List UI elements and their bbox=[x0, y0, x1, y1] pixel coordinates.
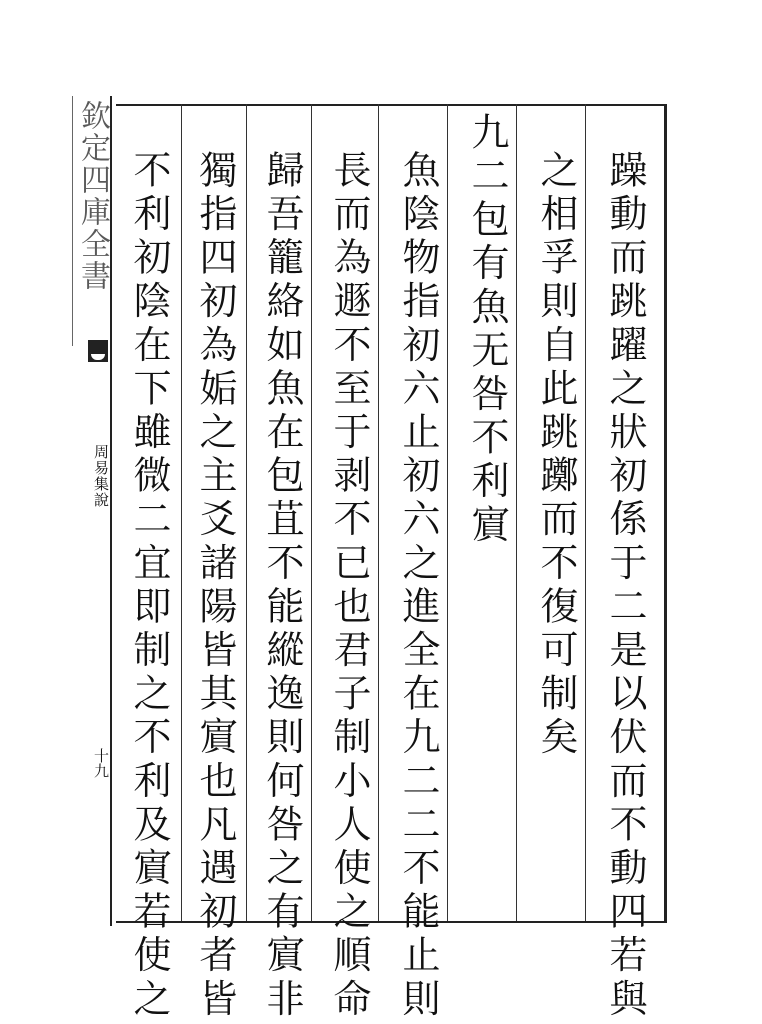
text-column-7: 獨指四初為姤之主爻諸陽皆其賔也凡遇初者皆 bbox=[193, 150, 237, 1022]
fish-tail-mark bbox=[88, 340, 108, 362]
text-column-6: 歸吾籠絡如魚在包苴不能縱逸則何咎之有賔非 bbox=[260, 150, 304, 1022]
margin-inner-rule bbox=[72, 96, 73, 346]
text-column-3: 九二包有魚无咎不利賔 bbox=[465, 112, 509, 548]
column-rule bbox=[516, 104, 517, 921]
text-column-4: 魚陰物指初六止初六之進全在九二二不能止則 bbox=[396, 150, 440, 1022]
text-column-8: 不利初陰在下雖微二宜即制之不利及賔若使之 bbox=[127, 150, 171, 1022]
column-rule bbox=[246, 104, 247, 921]
text-column-2: 之相孚則自此跳躑而不復可制矣 bbox=[534, 150, 578, 761]
column-rule bbox=[181, 104, 182, 921]
margin-rule bbox=[110, 96, 112, 926]
column-rule bbox=[585, 104, 586, 921]
text-column-1: 躁動而跳躍之狀初係于二是以伏而不動四若與 bbox=[603, 150, 647, 1022]
book-title: 周易集說 bbox=[92, 444, 110, 508]
page-number: 十九 bbox=[92, 748, 110, 778]
column-rule bbox=[447, 104, 448, 921]
column-rule bbox=[311, 104, 312, 921]
margin-header: 欽定四庫全書 bbox=[75, 100, 110, 292]
column-rule bbox=[378, 104, 379, 921]
text-column-5: 長而為遯不至于剥不已也君子制小人使之順命 bbox=[327, 150, 371, 1022]
